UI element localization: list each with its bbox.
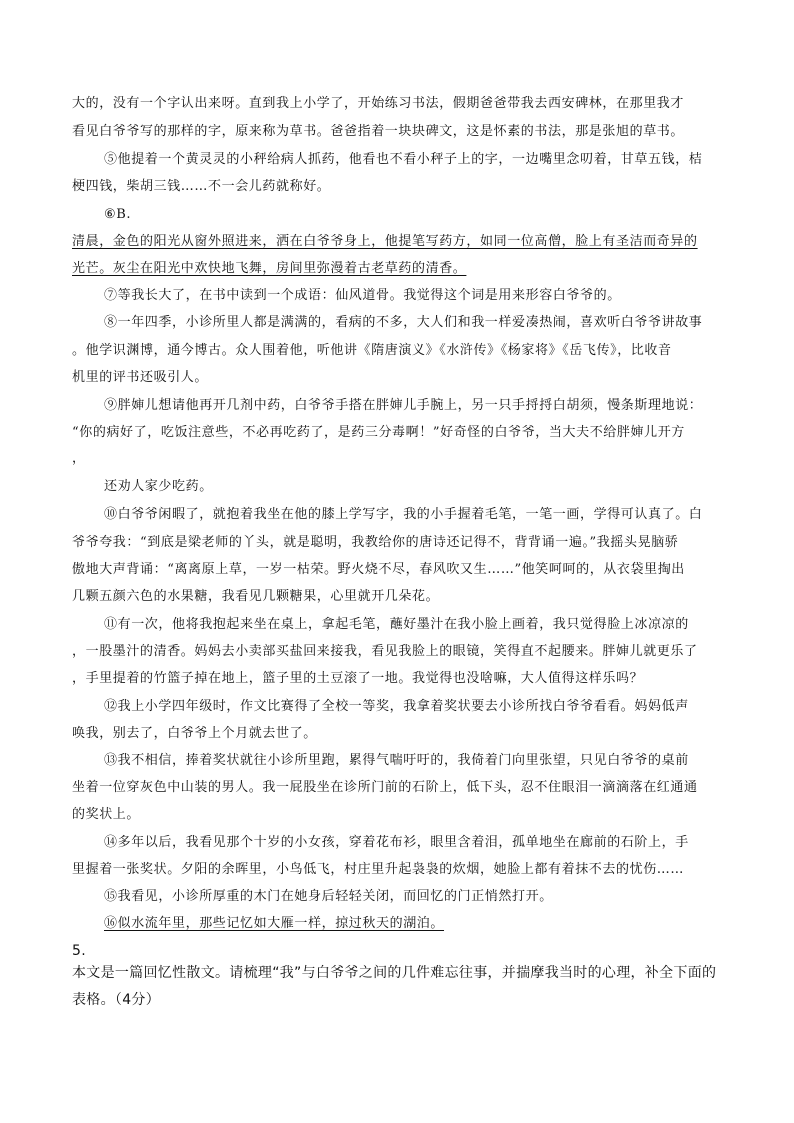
- text-line: 梗四钱，柴胡三钱……不一会儿药就称好。: [72, 179, 331, 194]
- question-text: 表格。（4分）: [72, 992, 161, 1008]
- text-line: 里握着一张奖状。夕阳的余晖里，小鸟低飞，村庄里升起袅袅的炊烟，她脸上都有着抹不去的忧伤……: [72, 862, 685, 877]
- paragraph-16: ⑯似水流年里，那些记忆如大雁一样，掠过秋天的湖泊。: [104, 916, 445, 931]
- question-number: 5.: [72, 943, 86, 959]
- text-line: 看见白爷爷写的那样的字，原来称为草书。爸爸指着一块块碑文，这是怀素的书法，那是张旭的草书。: [72, 124, 685, 139]
- text-line: 唤我，别去了，白爷爷上个月就去世了。: [72, 726, 317, 741]
- text-line: “你的病好了，吃饭注意些，不必再吃药了，是药三分毒啊！”好奇怪的白爷爷，当大夫不给胖婶儿开方: [72, 425, 685, 440]
- text-line: 爷爷夸我：“到底是梁老师的丫头，就是聪明，我教给你的唐诗还记得不，背背诵一遍。”我摇头晃脑骄: [72, 535, 679, 550]
- underlined-sentence: 光芒。灰尘在阳光中欢快地飞舞，房间里弥漫着古老草药的清香。: [72, 261, 467, 276]
- paragraph-12: ⑫我上小学四年级时，作文比赛得了全校一等奖，我拿着奖状要去小诊所找白爷爷看看。妈妈低声: [104, 699, 689, 714]
- paragraph-11: ⑪有一次，他将我抱起来坐在桌上，拿起毛笔，蘸好墨汁在我小脸上画着，我只觉得脸上冰凉凉的: [104, 617, 689, 632]
- text-line: 机里的评书还吸引人。: [72, 370, 209, 385]
- text-line: ，手里提着的竹篮子掉在地上，篮子里的土豆滚了一地。我觉得也没啥嘛，大人值得这样乐吗？: [72, 671, 644, 686]
- paragraph-14: ⑭多年以后，我看见那个十岁的小女孩，穿着花布衫，眼里含着泪，孤单地坐在廊前的石阶上，手: [104, 835, 689, 850]
- paragraph-15: ⑮我看见，小诊所厚重的木门在她身后轻轻关闭，而回忆的门正悄然打开。: [104, 889, 553, 904]
- text-line: 坐着一位穿灰色中山装的男人。我一屁股坐在诊所门前的石阶上，低下头，忍不住眼泪一滴滴落在红通通: [72, 780, 698, 795]
- paragraph-5: ⑤他提着一个黄灵灵的小秤给病人抓药，他看也不看小秤子上的字，一边嘴里念叨着，甘草五钱，桔: [104, 152, 703, 167]
- underlined-sentence: 清晨，金色的阳光从窗外照进来，洒在白爷爷身上，他提笔写药方，如同一位高僧，脸上有圣洁而奇异的: [72, 234, 698, 249]
- text-line: ，: [72, 451, 86, 466]
- text-line: 。他学识渊博，通今博古。众人围着他，听他讲《隋唐演义》《水浒传》《杨家将》《岳飞传》，比收音: [72, 343, 672, 358]
- text-line: 还劝人家少吃药。: [104, 479, 213, 494]
- text-line: ，一股墨汁的清香。妈妈去小卖部买盐回来接我，看见我脸上的眼镜，笑得直不起腰来。胖婶儿就更乐了: [72, 644, 698, 659]
- paragraph-13: ⑬我不相信，捧着奖状就往小诊所里跑，累得气喘吁吁的，我倚着门向里张望，只见白爷爷的桌前: [104, 753, 689, 768]
- paragraph-9: ⑨胖婶儿想请他再开几剂中药，白爷爷手搭在胖婶儿手腕上，另一只手捋捋白胡须，慢条斯理地说：: [104, 398, 703, 413]
- paragraph-10: ⑩白爷爷闲暇了，就抱着我坐在他的膝上学写字，我的小手握着毛笔，一笔一画，学得可认真了。白: [104, 507, 703, 522]
- text-line: 的奖状上。: [72, 807, 141, 822]
- paragraph-6-label: ⑥B.: [104, 207, 132, 222]
- text-line: 傲地大声背诵：“离离原上草，一岁一枯荣。野火烧不尽，春风吹又生……”他笑呵呵的，从衣袋里掏出: [72, 562, 685, 577]
- question-text: 本文是一篇回忆性散文。请梳理“我”与白爷爷之间的几件难忘往事，并揣摩我当时的心理，补全下面的: [72, 965, 717, 981]
- paragraph-8: ⑧一年四季，小诊所里人都是满满的，看病的不多，大人们和我一样爱凑热闹，喜欢听白爷爷讲故事: [104, 315, 703, 330]
- paragraph-7: ⑦等我长大了，在书中读到一个成语：仙风道骨。我觉得这个词是用来形容白爷爷的。: [104, 288, 621, 303]
- text-line: 几颗五颜六色的水果糖，我看见几颗糖果，心里就开几朵花。: [72, 589, 440, 604]
- text-line: 大的，没有一个字认出来呀。直到我上小学了，开始练习书法，假期爸爸带我去西安碑林，在那里我才: [72, 96, 685, 111]
